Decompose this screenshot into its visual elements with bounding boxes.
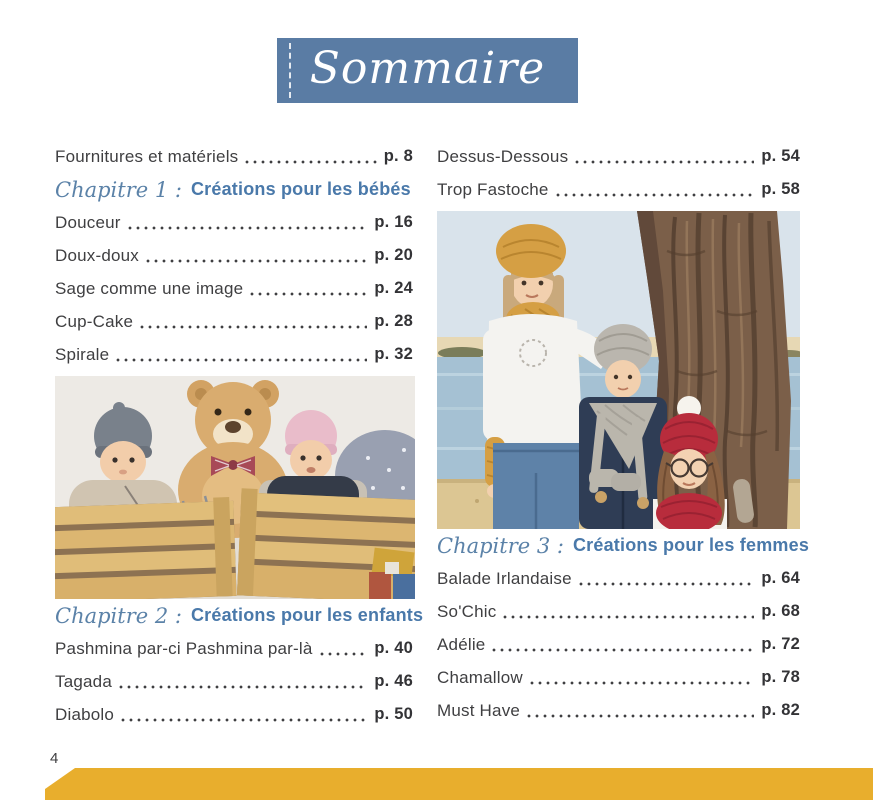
toc-entry xyxy=(437,140,800,173)
dot-leader xyxy=(527,714,754,718)
toc-entry-page: p. 68 xyxy=(761,602,800,620)
dot-leader xyxy=(128,226,368,230)
chapter-label: Créations pour les enfants xyxy=(190,605,424,625)
toc-entry-page: p. 8 xyxy=(383,147,413,165)
chapter-label: Créations pour les bébés xyxy=(190,179,411,199)
toc-entry-title: Douceur xyxy=(55,212,121,232)
dot-leader xyxy=(250,292,367,296)
photo-children-tree xyxy=(437,211,800,529)
chapter-heading-2 xyxy=(55,599,424,632)
toc-entry-title: Sage comme une image xyxy=(55,278,244,298)
wooden-crate-left xyxy=(55,497,237,599)
sommaire-banner xyxy=(277,38,578,103)
chapter-label: Créations pour les femmes xyxy=(572,535,810,555)
toc-entry xyxy=(437,661,800,694)
dot-leader xyxy=(556,193,755,197)
dot-leader xyxy=(320,652,368,656)
dot-leader xyxy=(245,160,376,164)
toc-entry-title: Fournitures et matériels xyxy=(55,146,239,166)
toc-entry-page: p. 58 xyxy=(761,180,800,198)
toc-entry xyxy=(55,239,413,272)
toc-entry xyxy=(437,562,800,595)
toc-entry-page: p. 82 xyxy=(761,701,800,719)
toc-entry xyxy=(55,206,413,239)
chapter-script: Chapitre 3 : xyxy=(437,533,564,558)
chapter-heading-3 xyxy=(437,529,810,562)
dot-leader xyxy=(503,615,754,619)
dot-leader xyxy=(579,582,755,586)
toc-entry-title: Spirale xyxy=(55,344,110,364)
toc-entry xyxy=(55,140,413,173)
dot-leader xyxy=(492,648,754,652)
toc-entry-title: Adélie xyxy=(437,634,486,654)
toc-entry xyxy=(55,338,413,371)
page-number: 4 xyxy=(50,750,59,767)
toc-entry-title: Tagada xyxy=(55,671,112,691)
toc-right-column xyxy=(437,140,810,727)
toc-entry xyxy=(55,698,413,731)
dot-leader xyxy=(530,681,755,685)
toc-entry-page: p. 50 xyxy=(374,705,413,723)
toc-entry-title: Chamallow xyxy=(437,667,523,687)
dot-leader xyxy=(119,685,367,689)
toc-entry-title: Trop Fastoche xyxy=(437,179,549,199)
toc-entry xyxy=(55,305,413,338)
toc-entry-page: p. 28 xyxy=(374,312,413,330)
toc-entry-page: p. 46 xyxy=(374,672,413,690)
toc-entry-title: Diabolo xyxy=(55,704,115,724)
toc-entry-title: Cup-Cake xyxy=(55,311,134,331)
toc-entry xyxy=(55,632,413,665)
chapter-heading-1 xyxy=(55,173,413,206)
toc-entry-title: Balade Irlandaise xyxy=(437,568,572,588)
chapter-script: Chapitre 2 : xyxy=(55,603,182,628)
toc-entry-page: p. 54 xyxy=(761,147,800,165)
dot-leader xyxy=(140,325,367,329)
dot-leader xyxy=(116,358,367,362)
toc-left-column xyxy=(55,140,424,731)
toc-entry xyxy=(437,173,800,206)
toc-entry-page: p. 24 xyxy=(374,279,413,297)
dot-leader xyxy=(121,718,367,722)
toc-entry-page: p. 78 xyxy=(761,668,800,686)
chapter-script: Chapitre 1 : xyxy=(55,177,182,202)
toc-entry-page: p. 20 xyxy=(374,246,413,264)
toc-entry-page: p. 16 xyxy=(374,213,413,231)
toc-entry xyxy=(437,694,800,727)
photo-babies-crate xyxy=(55,376,415,599)
toc-entry-title: Dessus-Dessous xyxy=(437,146,569,166)
toc-entry-title: Pashmina par-ci Pashmina par-là xyxy=(55,638,313,658)
dot-leader xyxy=(146,259,367,263)
toc-entry xyxy=(55,272,413,305)
page-title: Sommaire xyxy=(309,43,546,94)
toc-entry-page: p. 72 xyxy=(761,635,800,653)
toc-entry-title: So'Chic xyxy=(437,601,497,621)
toc-entry-title: Doux-doux xyxy=(55,245,140,265)
toc-entry-page: p. 32 xyxy=(374,345,413,363)
toc-entry xyxy=(55,665,413,698)
dot-leader xyxy=(575,160,754,164)
toc-entry-page: p. 64 xyxy=(761,569,800,587)
toc-entry xyxy=(437,628,800,661)
bottom-accent-band xyxy=(0,768,873,800)
toc-entry xyxy=(437,595,800,628)
toc-entry-title: Must Have xyxy=(437,700,521,720)
toc-entry-page: p. 40 xyxy=(374,639,413,657)
